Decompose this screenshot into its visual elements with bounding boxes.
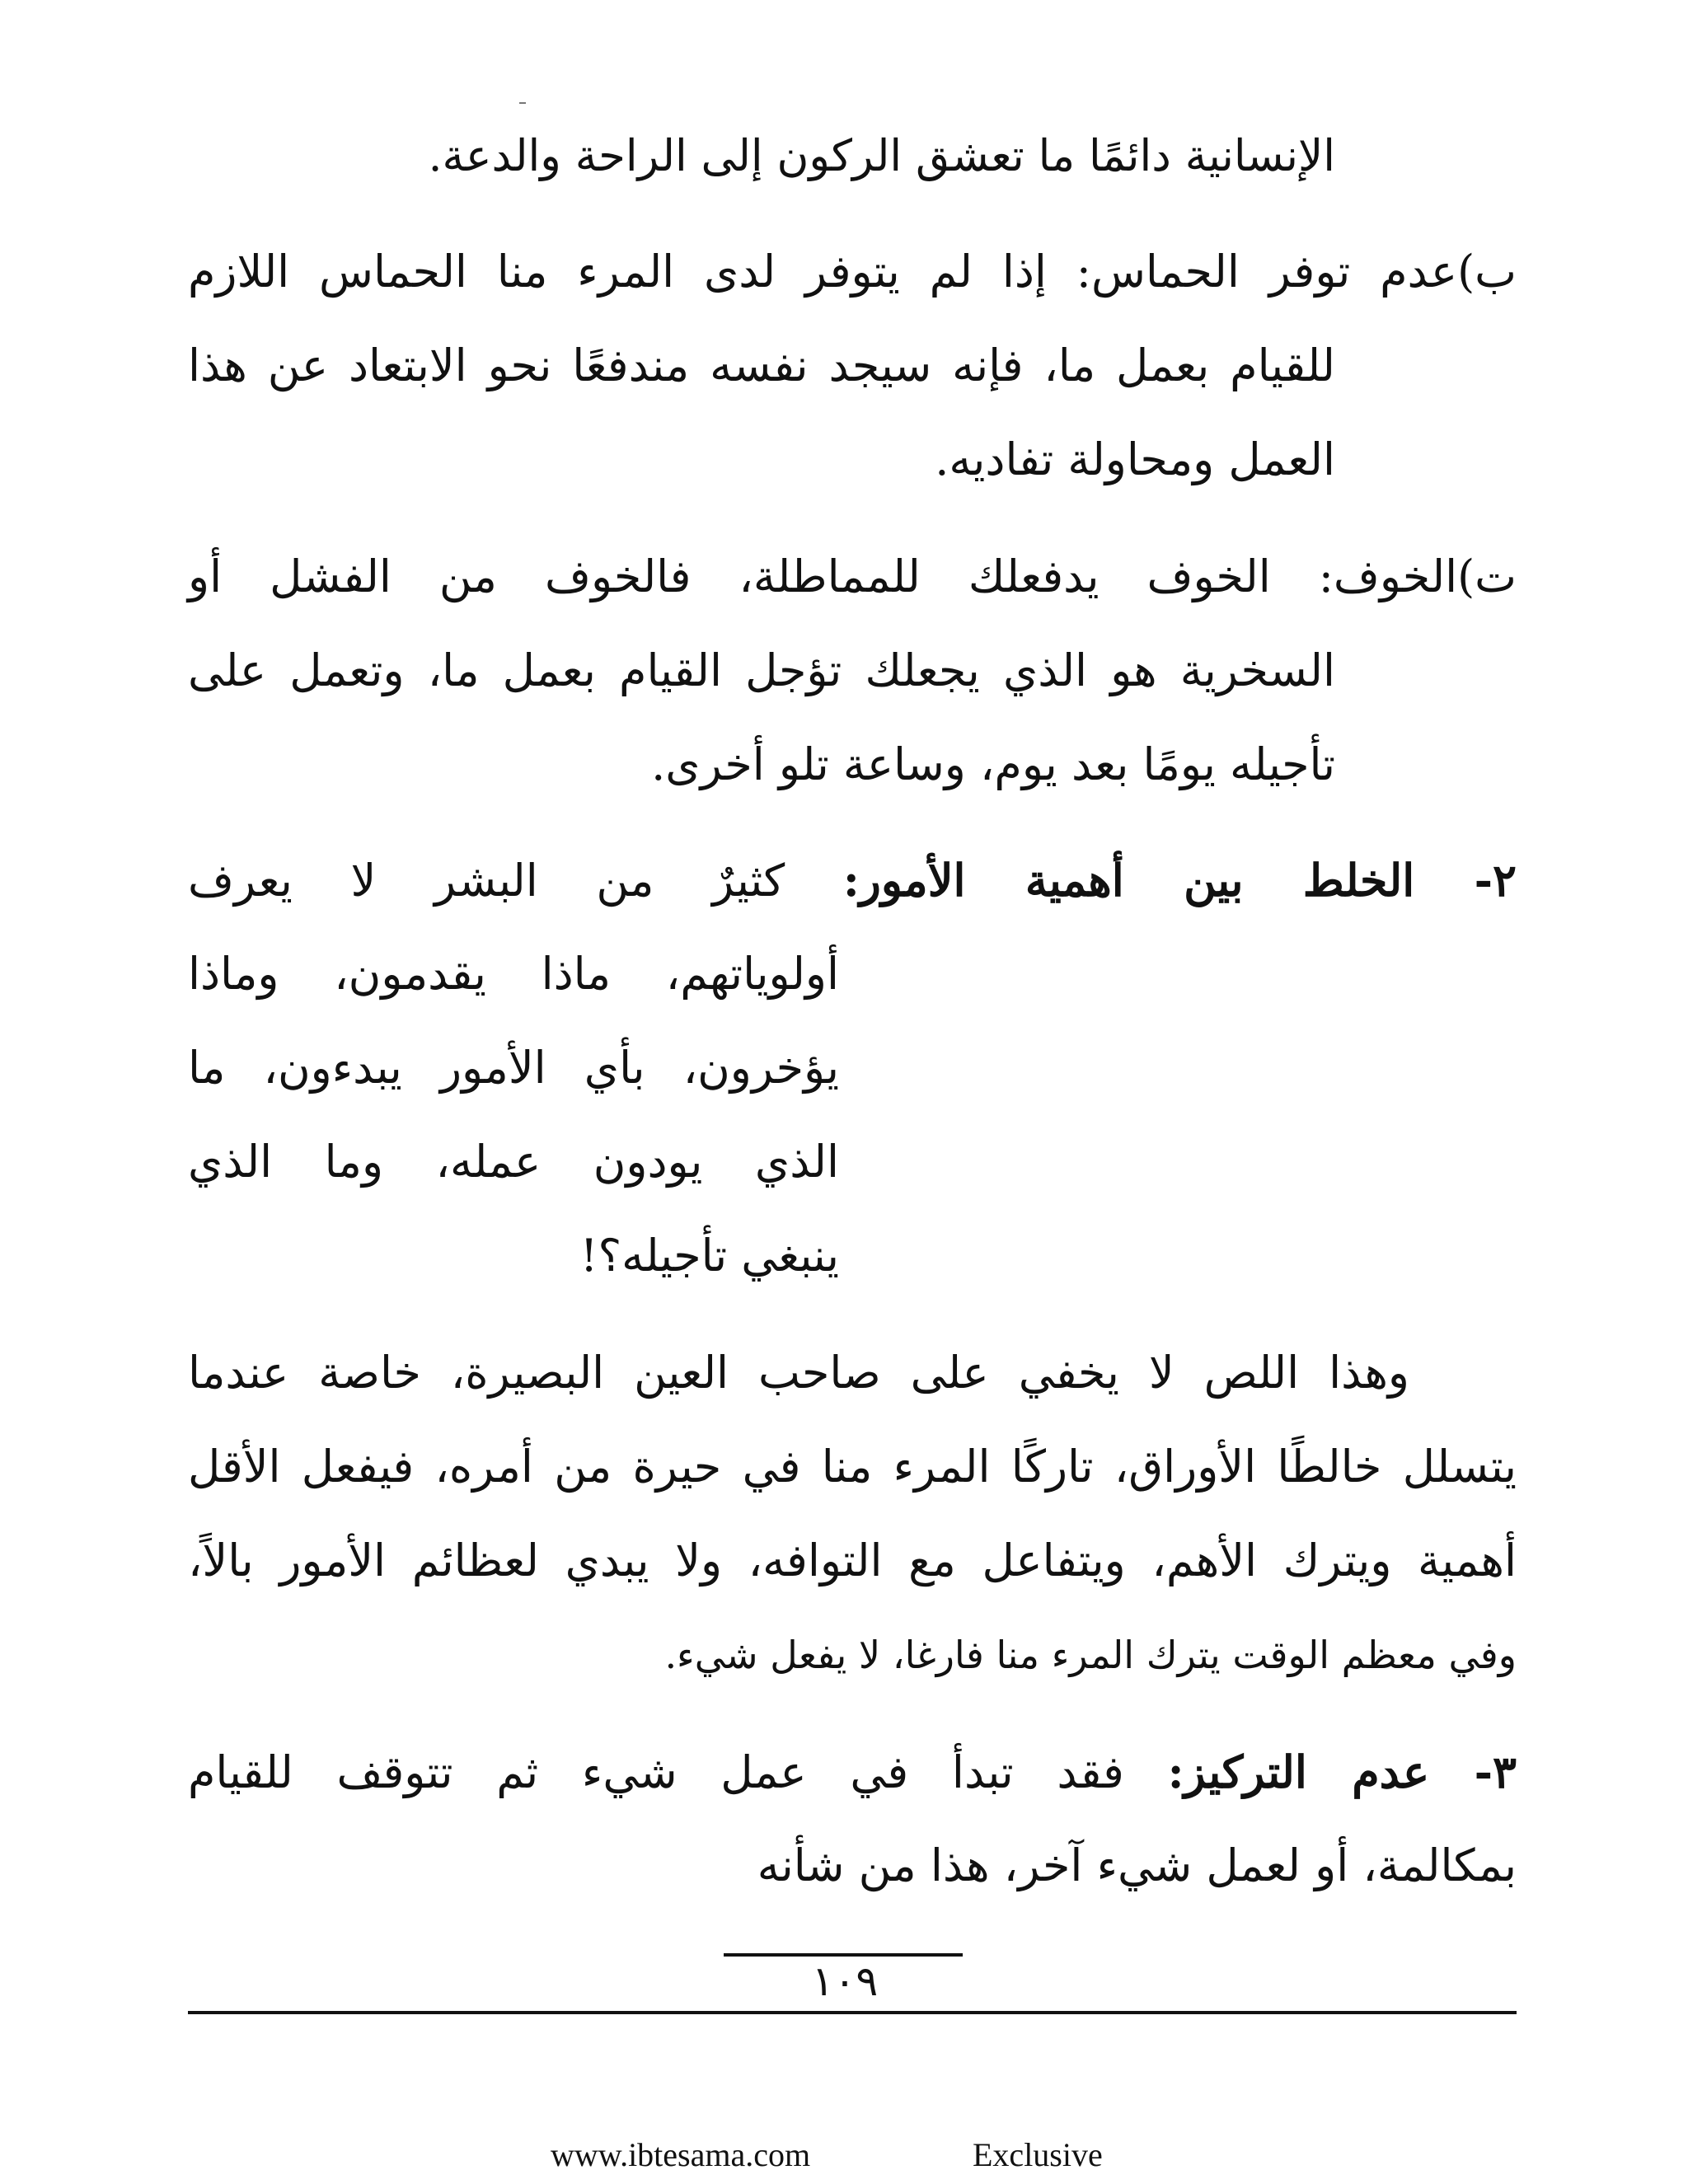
section-heading-2: ٢- الخلط بين أهمية الأمور: [842, 854, 1517, 907]
section-line-3 [188, 1739, 1517, 1805]
page-number: ١٠٩ [811, 1957, 879, 2005]
section-text-3: فقد تبدأ في عمل شيء ثم تتوقف للقيام [188, 1746, 1168, 1798]
text-line: وهذا اللص لا يخفي على صاحب العين البصيرة، خاصة عندما [188, 1347, 1409, 1399]
footer-rule [188, 2011, 1517, 2014]
text-line: الإنسانية دائمًا ما تعشق الركون إلى الراحة والدعة. [428, 131, 1335, 181]
section-line-2 [188, 847, 1517, 913]
text-line: بمكالمة، أو لعمل شيء آخر، هذا من شأنه [757, 1840, 1517, 1891]
text-line: يؤخرون، بأي الأمور يبدءون، ما [188, 1042, 839, 1094]
text-line: ب)عدم توفر الحماس: إذا لم يتوفر لدى المرء منا الحماس اللازم [188, 246, 1517, 298]
text-line: السخرية هو الذي يجعلك تؤجل القيام بعمل ما، وتعمل على [188, 644, 1335, 696]
text-line: العمل ومحاولة تفاديه. [935, 434, 1335, 485]
text-line: الذي يودون عمله، وما الذي [188, 1136, 839, 1188]
scan-speck [519, 102, 526, 104]
section-text-2: كثيرٌ من البشر لا يعرف [188, 855, 843, 907]
text-line: تأجيله يومًا بعد يوم، وساعة تلو أخرى. [651, 738, 1335, 790]
text-line: ت)الخوف: الخوف يدفعلك للمماطلة، فالخوف من الفشل أو [188, 551, 1517, 602]
text-line: يتسلل خالطًا الأوراق، تاركًا المرء منا في حيرة من أمره، فيفعل الأقل [188, 1441, 1517, 1493]
text-line: ينبغي تأجيله؟! [579, 1230, 839, 1282]
footer-tag: Exclusive [973, 2136, 1103, 2173]
text-line: أولوياتهم، ماذا يقدمون، وماذا [188, 948, 839, 1000]
text-line: أهمية ويترك الأهم، ويتفاعل مع التوافه، ولا يبدي لعظائم الأمور بالاً، [188, 1535, 1517, 1586]
text-line: للقيام بعمل ما، فإنه سيجد نفسه مندفعًا نحو الابتعاد عن هذا [188, 340, 1335, 391]
footer-url: www.ibtesama.com [551, 2136, 811, 2173]
text-line: وفي معظم الوقت يترك المرء منا فارغا، لا يفعل شيء. [664, 1633, 1517, 1677]
section-heading-3: ٣- عدم التركيز: [1167, 1746, 1517, 1798]
